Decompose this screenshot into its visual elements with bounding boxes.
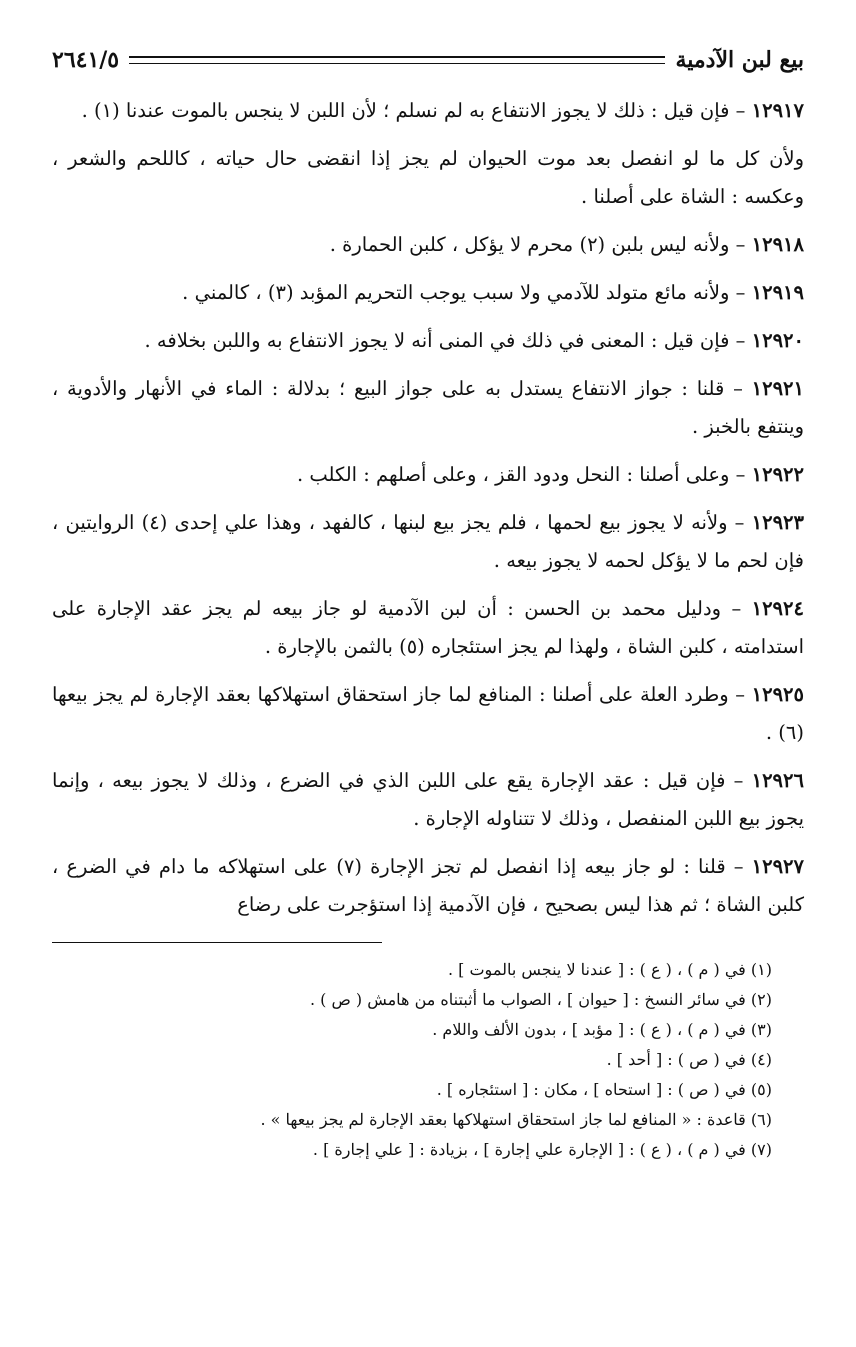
paragraph-number: ١٢٩٢٤ [751,597,804,620]
paragraph-text: قلنا : جواز الانتفاع يستدل به على جواز البيع ؛ بدلالة : الماء في الأنهار والأدوية ، وينتفع بالخبز . [52,377,804,438]
footnote: (٥) في ( ص ) : [ استحاه ] ، مكان : [ استئجاره ] . [436,1080,772,1099]
paragraph-number: ١٢٩٢١ [751,377,805,400]
paragraph: ١٢٩٢٢ – وعلى أصلنا : النحل ودود القز ، وعلى أصلهم : الكلب . [296,463,804,486]
main-text [52,92,804,924]
paragraph-number: ١٢٩١٧ [751,99,804,122]
footnote: (١) في ( م ) ، ( ع ) : [ عندنا لا ينجس بالموت ] . [447,960,772,979]
paragraph-number: ١٢٩٢٦ [751,769,804,792]
footnote: (٦) قاعدة : « المنافع لما جاز استحقاق استهلاكها بعقد الإجارة لم يجز بيعها » . [260,1110,772,1129]
running-title: بيع لبن الآدمية [675,47,804,73]
paragraph-number: ١٢٩١٨ [751,233,804,256]
page-number: ٢٦٤١/٥ [52,47,120,73]
paragraph-text: وطرد العلة على أصلنا : المنافع لما جاز استحقاق استهلاكها بعقد الإجارة لم يجز بيعها (٦) . [52,683,804,744]
paragraph: ١٢٩١٩ – ولأنه مائع متولد للآدمي ولا سبب يوجب التحريم المؤبد (٣) ، كالمني . [182,281,804,304]
footnote: (٢) في سائر النسخ : [ حيوان ] ، الصواب ما أثبتناه من هامش ( ص ) . [309,990,772,1009]
footnote: (٣) في ( م ) ، ( ع ) : [ مؤبد ] ، بدون الألف واللام . [432,1020,772,1039]
paragraph-number: ١٢٩٢٠ [751,329,804,352]
paragraph: ١٢٩٢١ – قلنا : جواز الانتفاع يستدل به على جواز البيع ؛ بدلالة : الماء في الأنهار والأدوية ، وينتفع بالخبز . [52,377,805,438]
paragraph: ١٢٩٢٤ – ودليل محمد بن الحسن : أن لبن الآدمية لو جاز بيعه لم يجز عقد الإجارة على استدامته ، كلبن الشاة ، ولهذا لم يجز استئجاره (٥) بالثمن بالإجارة . [52,597,804,658]
paragraph: ١٢٩١٧ – فإن قيل : ذلك لا يجوز الانتفاع به لم نسلم ؛ لأن اللبن لا ينجس بالموت عندنا (١) . [81,99,804,122]
paragraph [52,140,804,216]
paragraph-text: ودليل محمد بن الحسن : أن لبن الآدمية لو جاز بيعه لم يجز عقد الإجارة على استدامته ، كلبن الشاة ، ولهذا لم يجز استئجاره (٥) بالثمن بالإجارة . [52,597,804,658]
paragraph-text: ولأنه ليس بلبن (٢) محرم لا يؤكل ، كلبن الحمارة . [329,233,730,256]
paragraph-text: فإن قيل : المعنى في ذلك في المنى أنه لا يجوز الانتفاع به واللبن بخلافه . [144,329,730,352]
footnote: (٤) في ( ص ) : [ أحد ] . [606,1050,772,1069]
paragraph-text: قلنا : لو جاز بيعه إذا انفصل لم تجز الإجارة (٧) على استهلاكه ما دام في الضرع ، كلبن الشاة ؛ ثم هذا ليس بصحيح ، فإن الآدمية إذا استؤجرت على رضاع [52,855,804,916]
footnote-separator [52,942,382,943]
paragraph-number: ١٢٩٢٥ [751,683,804,706]
paragraph-number: ١٢٩٢٧ [751,855,804,878]
paragraph-text: ولأنه مائع متولد للآدمي ولا سبب يوجب التحريم المؤبد (٣) ، كالمني . [182,281,730,304]
paragraph-text: وعلى أصلنا : النحل ودود القز ، وعلى أصلهم : الكلب . [296,463,730,486]
footnotes [52,955,804,1165]
page-header [52,40,804,80]
paragraph: ١٢٩٢٠ – فإن قيل : المعنى في ذلك في المنى أنه لا يجوز الانتفاع به واللبن بخلافه . [144,329,804,352]
paragraph: ١٢٩٢٣ – ولأنه لا يجوز بيع لحمها ، فلم يجز بيع لبنها ، كالفهد ، وهذا علي إحدى (٤) الروايتين ، فإن لحم ما لا يؤكل لحمه لا يجوز بيعه . [52,511,804,572]
paragraph-text: ولأن كل ما لو انفصل بعد موت الحيوان لم يجز إذا انقضى حال حياته ، كاللحم والشعر ، وعكسه : الشاة على أصلنا . [52,147,804,208]
paragraph: ١٢٩٢٥ – وطرد العلة على أصلنا : المنافع لما جاز استحقاق استهلاكها بعقد الإجارة لم يجز بيعها (٦) . [52,683,804,744]
paragraph: ١٢٩٢٦ – فإن قيل : عقد الإجارة يقع على اللبن الذي في الضرع ، وذلك لا يجوز بيعه ، وإنما يجوز بيع اللبن المنفصل ، وذلك لا تتناوله الإجارة . [52,769,804,830]
paragraph-text: فإن قيل : عقد الإجارة يقع على اللبن الذي في الضرع ، وذلك لا يجوز بيعه ، وإنما يجوز بيع اللبن المنفصل ، وذلك لا تتناوله الإجارة . [52,769,804,830]
header-rule [129,56,665,64]
footnote: (٧) في ( م ) ، ( ع ) : [ الإجارة علي إجارة ] ، بزيادة : [ علي إجارة ] . [312,1140,772,1159]
book-page [52,40,804,1165]
paragraph-number: ١٢٩٢٣ [751,511,804,534]
paragraph-text: ولأنه لا يجوز بيع لحمها ، فلم يجز بيع لبنها ، كالفهد ، وهذا علي إحدى (٤) الروايتين ، فإن لحم ما لا يؤكل لحمه لا يجوز بيعه . [52,511,804,572]
paragraph-text: فإن قيل : ذلك لا يجوز الانتفاع به لم نسلم ؛ لأن اللبن لا ينجس بالموت عندنا (١) . [81,99,730,122]
paragraph-number: ١٢٩١٩ [751,281,804,304]
paragraph: ١٢٩٢٧ – قلنا : لو جاز بيعه إذا انفصل لم تجز الإجارة (٧) على استهلاكه ما دام في الضرع ، كلبن الشاة ؛ ثم هذا ليس بصحيح ، فإن الآدمية إذا استؤجرت على رضاع [52,855,804,916]
paragraph-number: ١٢٩٢٢ [751,463,804,486]
paragraph: ١٢٩١٨ – ولأنه ليس بلبن (٢) محرم لا يؤكل ، كلبن الحمارة . [329,233,804,256]
